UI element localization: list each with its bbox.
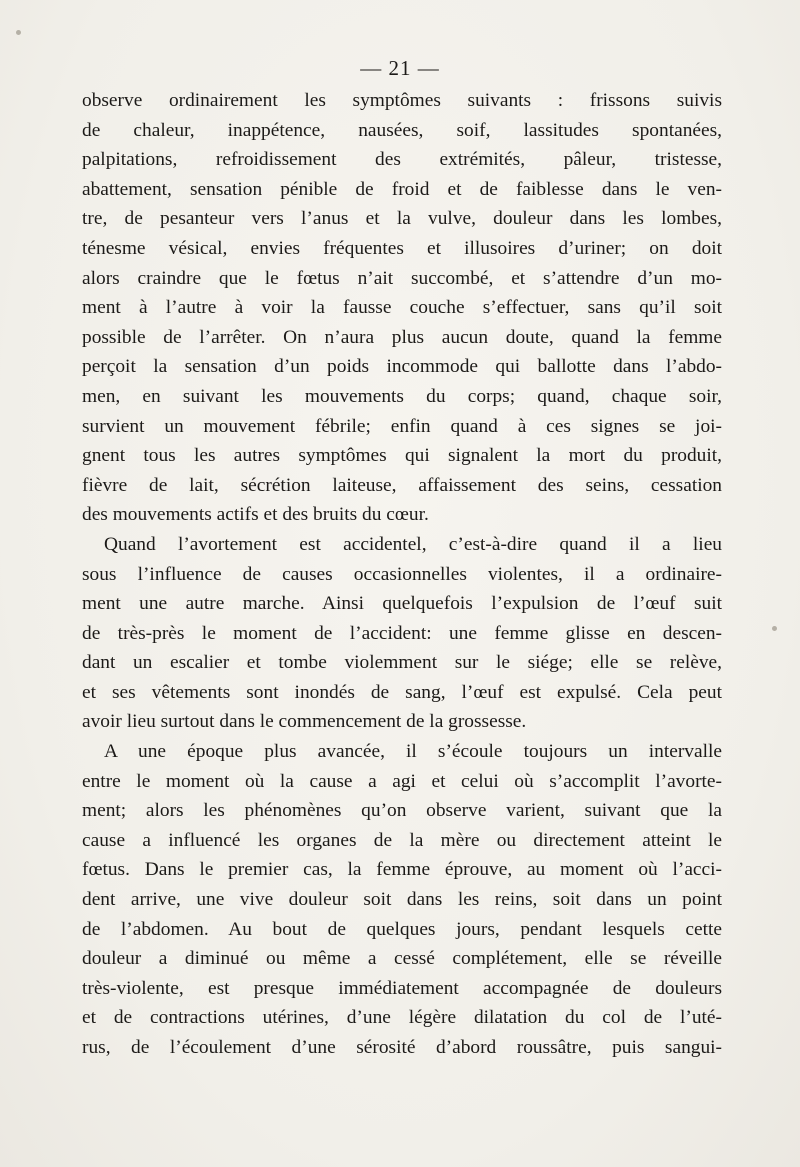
text-line: de très-près le moment de l’accident: une femme glisse en descen- bbox=[82, 622, 722, 644]
text-line: fièvre de lait, sécrétion laiteuse, affaissement des seins, cessation bbox=[82, 474, 722, 496]
text-line: de chaleur, inappétence, nausées, soif, lassitudes spontanées, bbox=[82, 119, 722, 141]
text-line: men, en suivant les mouvements du corps; quand, chaque soir, bbox=[82, 385, 722, 407]
text-line: A une époque plus avancée, il s’écoule toujours un intervalle bbox=[104, 741, 722, 763]
text-line: gnent tous les autres symptômes qui signalent la mort du produit, bbox=[82, 445, 722, 467]
text-line: des mouvements actifs et des bruits du cœur. bbox=[82, 504, 429, 526]
text-line: ment; alors les phénomènes qu’on observe varient, suivant que la bbox=[82, 800, 722, 822]
text-line: observe ordinairement les symptômes suivants : frissons suivis bbox=[82, 90, 722, 111]
text-line: douleur a diminué ou même a cessé complétement, elle se réveille bbox=[82, 948, 722, 970]
text-line: rus, de l’écoulement d’une sérosité d’abord roussâtre, puis sangui- bbox=[82, 1037, 722, 1058]
text-line: perçoit la sensation d’un poids incommode qui ballotte dans l’abdo- bbox=[82, 356, 722, 378]
text-line: entre le moment où la cause a agi et celui où s’accomplit l’avorte- bbox=[82, 770, 722, 792]
text-line: ment à l’autre à voir la fausse couche s’effectuer, sans qu’il soit bbox=[82, 297, 722, 319]
text-line: ment une autre marche. Ainsi quelquefois l’expulsion de l’œuf suit bbox=[82, 593, 722, 615]
text-line: alors craindre que le fœtus n’ait succombé, et s’attendre d’un mo- bbox=[82, 267, 722, 289]
paper-speck bbox=[772, 626, 777, 631]
page-number: — 21 — bbox=[360, 56, 440, 80]
text-line: possible de l’arrêter. On n’aura plus aucun doute, quand la femme bbox=[82, 326, 722, 348]
text-line: et de contractions utérines, d’une légère dilatation du col de l’uté- bbox=[82, 1007, 722, 1029]
text-line: cause a influencé les organes de la mère ou directement atteint le bbox=[82, 829, 722, 851]
text-line: de l’abdomen. Au bout de quelques jours, pendant lesquels cette bbox=[82, 918, 722, 940]
text-line: dent arrive, une vive douleur soit dans les reins, soit dans un point bbox=[82, 889, 722, 911]
text-line: palpitations, refroidissement des extrémités, pâleur, tristesse, bbox=[82, 149, 722, 171]
text-line: tre, de pesanteur vers l’anus et la vulve, douleur dans les lombes, bbox=[82, 208, 722, 230]
text-line: sous l’influence de causes occasionnelles violentes, il a ordinaire- bbox=[82, 563, 722, 585]
text-line: et ses vêtements sont inondés de sang, l’œuf est expulsé. Cela peut bbox=[82, 681, 722, 703]
text-line: ténesme vésical, envies fréquentes et illusoires d’uriner; on doit bbox=[82, 237, 722, 259]
text-line: fœtus. Dans le premier cas, la femme éprouve, au moment où l’acci- bbox=[82, 859, 722, 881]
paper-speck bbox=[16, 30, 21, 35]
text-line: très-violente, est presque immédiatement accompagnée de douleurs bbox=[82, 977, 722, 999]
text-line: avoir lieu surtout dans le commencement de la grossesse. bbox=[82, 711, 527, 733]
text-line: Quand l’avortement est accidentel, c’est-à-dire quand il a lieu bbox=[104, 533, 722, 555]
text-line: survient un mouvement fébrile; enfin quand à ces signes se joi- bbox=[82, 415, 722, 437]
body-text bbox=[82, 86, 722, 1063]
text-line: abattement, sensation pénible de froid et de faiblesse dans le ven- bbox=[82, 178, 722, 200]
text-line: dant un escalier et tombe violemment sur le siége; elle se relève, bbox=[82, 652, 722, 674]
